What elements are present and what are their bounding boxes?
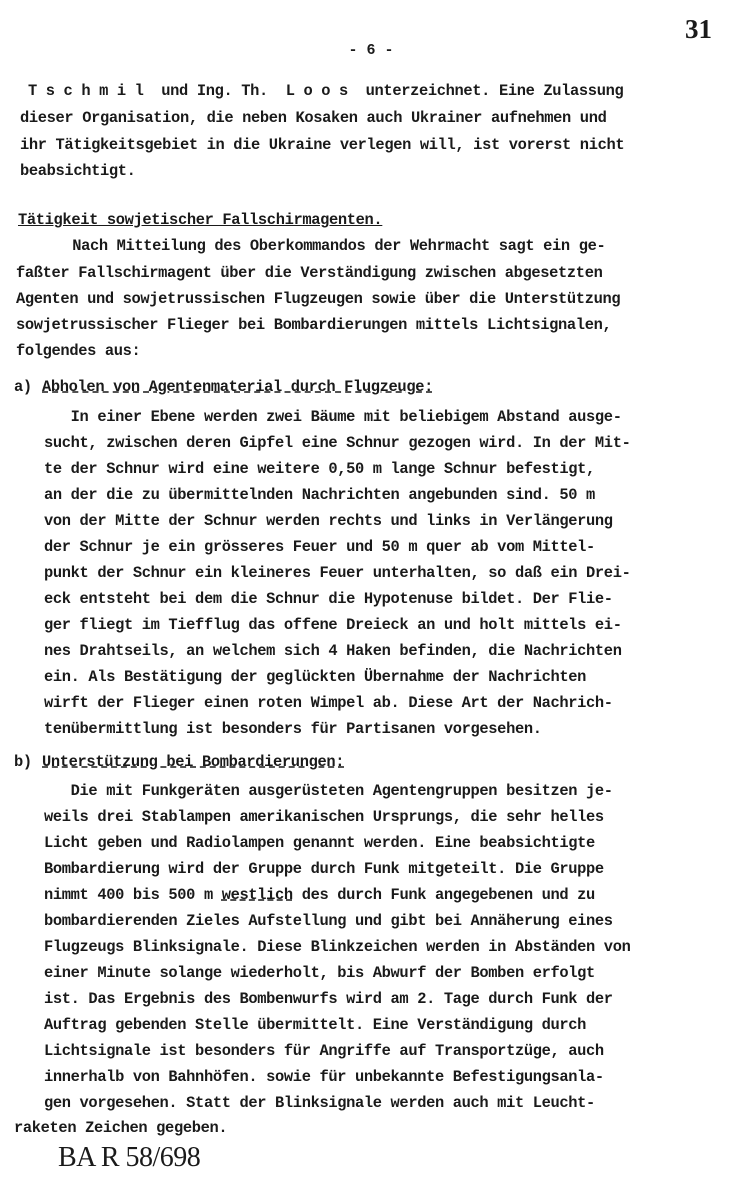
paragraph-line: te der Schnur wird eine weitere 0,50 m lange Schnur befestigt, [44, 460, 595, 478]
paragraph-line: Die mit Funkgeräten ausgerüsteten Agentengruppen besitzen je- [44, 782, 613, 800]
paragraph-line: sucht, zwischen deren Gipfel eine Schnur gezogen wird. In der Mit- [44, 434, 631, 452]
paragraph-line: Bombardierung wird der Gruppe durch Funk mitgeteilt. Die Gruppe [44, 860, 604, 878]
paragraph-line: ein. Als Bestätigung der geglückten Übernahme der Nachrichten [44, 668, 587, 686]
paragraph-line: eck entsteht bei dem die Schnur die Hypotenuse bildet. Der Flie- [44, 590, 613, 608]
intro-line: ihr Tätigkeitsgebiet in die Ukraine verlegen will, ist vorerst nicht [20, 136, 625, 154]
paragraph-line: In einer Ebene werden zwei Bäume mit beliebigem Abstand ausge- [44, 408, 622, 426]
paragraph-line: Licht geben und Radiolampen genannt werden. Eine beabsichtigte [44, 834, 595, 852]
paragraph-line [44, 886, 595, 904]
section-intro-line: Nach Mitteilung des Oberkommandos der Wehrmacht sagt ein ge- [10, 237, 606, 255]
paragraph-line: Lichtsignale ist besonders für Angriffe auf Transportzüge, auch [44, 1042, 604, 1060]
paragraph-line: Auftrag gebenden Stelle übermittelt. Eine Verständigung durch [44, 1016, 587, 1034]
paragraph-line: innerhalb von Bahnhöfen. sowie für unbekannte Befestigungsanla- [44, 1068, 604, 1086]
paragraph-line: raketen Zeichen gegeben. [14, 1119, 228, 1137]
section-intro-line: Agenten und sowjetrussischen Flugzeugen sowie über die Unterstützung [16, 290, 621, 308]
section-intro-line: faßter Fallschirmagent über die Verständigung zwischen abgesetzten [16, 264, 603, 282]
archive-reference: BA R 58/698 [58, 1142, 201, 1173]
paragraph-line: punkt der Schnur ein kleineres Feuer unterhalten, so daß ein Drei- [44, 564, 631, 582]
paragraph-line: einer Minute solange wiederholt, bis Abwurf der Bomben erfolgt [44, 964, 595, 982]
paragraph-line: nes Drahtseils, an welchem sich 4 Haken befinden, die Nachrichten [44, 642, 622, 660]
paragraph-line: Flugzeugs Blinksignale. Diese Blinkzeichen werden in Abständen von [44, 938, 631, 956]
paragraph-line: ger fliegt im Tiefflug das offene Dreieck an und holt mittels ei- [44, 616, 622, 634]
emphasized-word: westlich [221, 886, 293, 904]
page-number: 31 [685, 14, 712, 44]
intro-line: beabsichtigt. [20, 162, 136, 180]
section-intro-line: folgendes aus: [16, 342, 141, 360]
intro-line: T s c h m i l und Ing. Th. L o o s unterzeichnet. Eine Zulassung [28, 82, 624, 100]
subsection-heading: Abholen von Agentenmaterial durch Flugzeuge: [42, 378, 433, 396]
paragraph-line: tenübermittlung ist besonders für Partisanen vorgesehen. [44, 720, 542, 738]
paragraph-line: bombardierenden Zieles Aufstellung und gibt bei Annäherung eines [44, 912, 613, 930]
paragraph-line: der Schnur je ein grösseres Feuer und 50 m quer ab vom Mittel- [44, 538, 595, 556]
subsection-heading: Unterstützung bei Bombardierungen: [42, 753, 345, 771]
paragraph-line: von der Mitte der Schnur werden rechts und links in Verlängerung [44, 512, 613, 530]
paragraph-line: ist. Das Ergebnis des Bombenwurfs wird am 2. Tage durch Funk der [44, 990, 613, 1008]
line-text: des durch Funk angegebenen und zu [292, 886, 595, 904]
section-heading: Tätigkeit sowjetischer Fallschirmagenten. [18, 211, 383, 229]
paragraph-line: weils drei Stablampen amerikanischen Ursprungs, die sehr helles [44, 808, 604, 826]
paragraph-line: gen vorgesehen. Statt der Blinksignale werden auch mit Leucht- [44, 1094, 595, 1112]
subsection-marker: a) [14, 378, 32, 396]
paragraph-line: an der die zu übermittelnden Nachrichten angebunden sind. 50 m [44, 486, 595, 504]
paragraph-line: wirft der Flieger einen roten Wimpel ab. Diese Art der Nachrich- [44, 694, 613, 712]
intro-line: dieser Organisation, die neben Kosaken auch Ukrainer aufnehmen und [20, 109, 607, 127]
subsection-marker: b) [14, 753, 32, 771]
line-text: nimmt 400 bis 500 m [44, 886, 222, 904]
page-marker: - 6 - [348, 42, 394, 59]
section-intro-line: sowjetrussischer Flieger bei Bombardierungen mittels Lichtsignalen, [16, 316, 612, 334]
